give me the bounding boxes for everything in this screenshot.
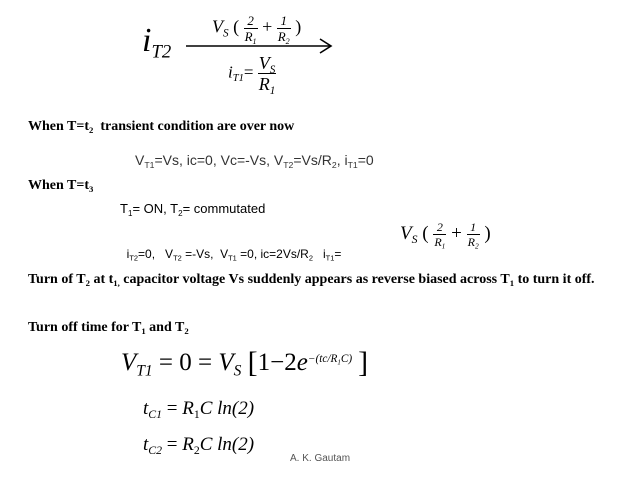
vt1-equation: $V_{T1} = 0 = V_S$ [$1-2e^{-(tc/R_1C)}$ ]: [121, 346, 369, 380]
t3-it1-formula: $V_S$ ( $\frac{2}{R_1}$ + $\frac{1}{R_2}$ ): [400, 220, 491, 251]
arrow-bottom-expression: $i_{T1}=$ $\frac{V_S}{R_1}$: [228, 53, 276, 97]
arrow-top-expression: $V_S$ ( $\frac{2}{R_1}$ + $\frac{1}{R_2}$ ): [212, 13, 302, 46]
t3-heading: When $T=t_3$: [28, 178, 94, 195]
t3-line2: $i_{T2}=0$, $V_{T2} =-Vs$, $V_{T1} =0$, $ic=2Vs/R_2$ $i_{T1}=$: [126, 247, 342, 263]
right-arrow-icon: [186, 38, 336, 54]
t2-heading: When $T=t_2$ transient condition are over now: [28, 119, 295, 136]
t3-line1: $T_1=$ ON, $T_2=$ commutated: [120, 201, 266, 218]
turn-off-paragraph: Turn of $T_2$ at $t_{1,}$ capacitor voltage Vs suddenly appears as reverse biased across $T_1$ to turn it off.: [28, 272, 595, 289]
it2-symbol: $i_{T2}$: [142, 22, 172, 63]
tc1-equation: $t_{C1} = R_1C$ ln(2): [143, 398, 255, 422]
author-footer: A. K. Gautam: [290, 453, 351, 464]
turn-off-time-heading: Turn off time for $T_1$ and $T_2$: [28, 320, 189, 337]
tc2-equation: $t_{C2} = R_2C$ ln(2): [143, 434, 255, 458]
t2-values: $V_{T1}=Vs$, ic=0, Vc=-Vs, $V_{T2}=Vs/R_2$, $i_{T1}=0$: [135, 152, 374, 171]
